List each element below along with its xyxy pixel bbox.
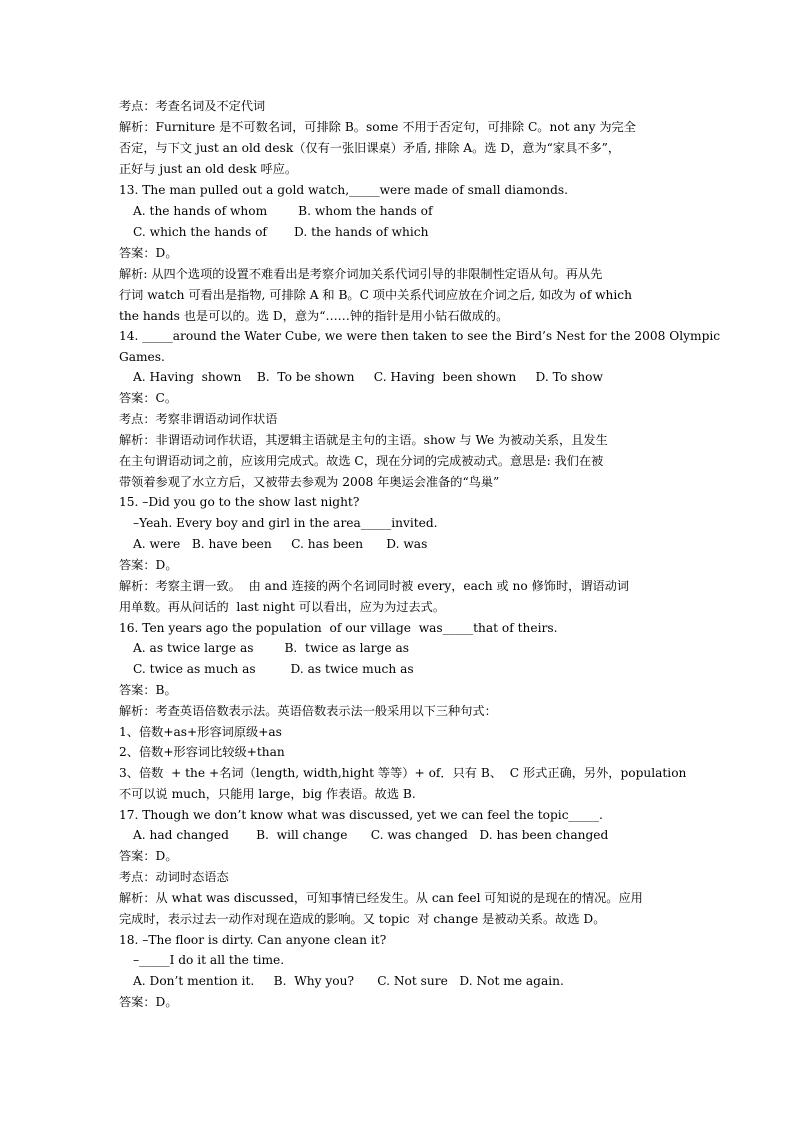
explanation-line: 解析：考察主谓一致。 由 and 连接的两个名词同时被 every，each 或 no 修饰时，谓语动词 <box>119 579 630 593</box>
explanation-line: 3、倍数 + the +名词（length, width,hight 等等）+ of．只有 B、 C 形式正确，另外，population <box>119 766 687 780</box>
explanation-line: 解析：考查英语倍数表示法。英语倍数表示法一般采用以下三种句式： <box>119 704 497 718</box>
explanation-line: 正好与 just an old desk 呼应。 <box>119 162 298 176</box>
options-line: A. Don’t mention it. B. Why you? C. Not sure D. Not me again. <box>133 974 564 988</box>
explanation-line: 完成时，表示过去一动作对现在造成的影响。又 topic 对 change 是被动关系。故选 D。 <box>119 912 606 926</box>
explanation-line: 不可以说 much，只能用 large，big 作表语。故选 B. <box>119 787 416 801</box>
question-line: 13. The man pulled out a gold watch,_____were made of small diamonds. <box>119 183 569 197</box>
options-line: C. twice as much as D. as twice much as <box>133 662 414 676</box>
explanation-line: 解析：从 what was discussed，可知事情已经发生。从 can feel 可知说的是现在的情况。应用 <box>119 891 643 905</box>
explanation-line: 解析：非谓语动词作状语，其逻辑主语就是主句的主语。show 与 We 为被动关系，且发生 <box>119 433 608 447</box>
dialogue-line: –Yeah. Every boy and girl in the area_____invited. <box>133 516 438 530</box>
explanation-line: 解析: 从四个选项的设置不难看出是考察介词加关系代词引导的非限制性定语从句。再从先 <box>119 267 603 281</box>
answer-line: 答案：D。 <box>119 246 178 260</box>
question-line: 16. Ten years ago the population of our village was_____that of theirs. <box>119 621 558 635</box>
explanation-line: 1、倍数+as+形容词原级+as <box>119 725 282 739</box>
options-line: A. were B. have been C. has been D. was <box>133 537 428 551</box>
question-line: 17. Though we don’t know what was discussed, yet we can feel the topic_____. <box>119 808 603 822</box>
answer-line: 答案：D。 <box>119 849 178 863</box>
explanation-line: 考点：动词时态语态 <box>119 870 229 884</box>
answer-line: 答案：C。 <box>119 391 178 405</box>
options-line: A. Having shown B. To be shown C. Having been shown D. To show <box>133 370 603 384</box>
explanation-line: 否定，与下文 just an old desk（仅有一张旧课桌）矛盾, 排除 A。选 D，意为“家具不多”， <box>119 141 621 155</box>
options-line: A. had changed B. will change C. was changed D. has been changed <box>133 828 609 842</box>
explanation-line: 带领着参观了水立方后，又被带去参观为 2008 年奥运会准备的“鸟巢” <box>119 475 500 489</box>
question-line: Games. <box>119 350 165 364</box>
explanation-line: 考点：考察非谓语动词作状语 <box>119 412 278 426</box>
explanation-line: 2、倍数+形容词比较级+than <box>119 745 285 759</box>
explanation-line: 解析：Furniture 是不可数名词，可排除 B。some 不用于否定句，可排除 C。not any 为完全 <box>119 120 636 134</box>
options-line: C. which the hands of D. the hands of which <box>133 225 429 239</box>
question-line: 18. –The floor is dirty. Can anyone clean it? <box>119 933 387 947</box>
explanation-line: 用单数。再从问话的 last night 可以看出，应为为过去式。 <box>119 600 446 614</box>
answer-line: 答案：B。 <box>119 683 177 697</box>
explanation-line: 在主句谓语动词之前，应该用完成式。故选 C，现在分词的完成被动式。意思是: 我们在被 <box>119 454 604 468</box>
answer-line: 答案：D。 <box>119 558 178 572</box>
question-line: 14. _____around the Water Cube, we were then taken to see the Bird’s Nest for the 2008 Olympic <box>119 329 721 343</box>
explanation-line: the hands 也是可以的。选 D，意为“……钟的指针是用小钻石做成的。 <box>119 309 509 323</box>
explanation-line: 行词 watch 可看出是指物, 可排除 A 和 B。C 项中关系代词应放在介词之后, 如改为 of which <box>119 288 632 302</box>
options-line: A. the hands of whom B. whom the hands of <box>133 204 433 218</box>
question-line: 15. –Did you go to the show last night? <box>119 495 360 509</box>
dialogue-line: –_____I do it all the time. <box>133 953 285 967</box>
options-line: A. as twice large as B. twice as large as <box>133 641 409 655</box>
answer-line: 答案：D。 <box>119 995 178 1009</box>
explanation-line: 考点：考查名词及不定代词 <box>119 99 266 113</box>
